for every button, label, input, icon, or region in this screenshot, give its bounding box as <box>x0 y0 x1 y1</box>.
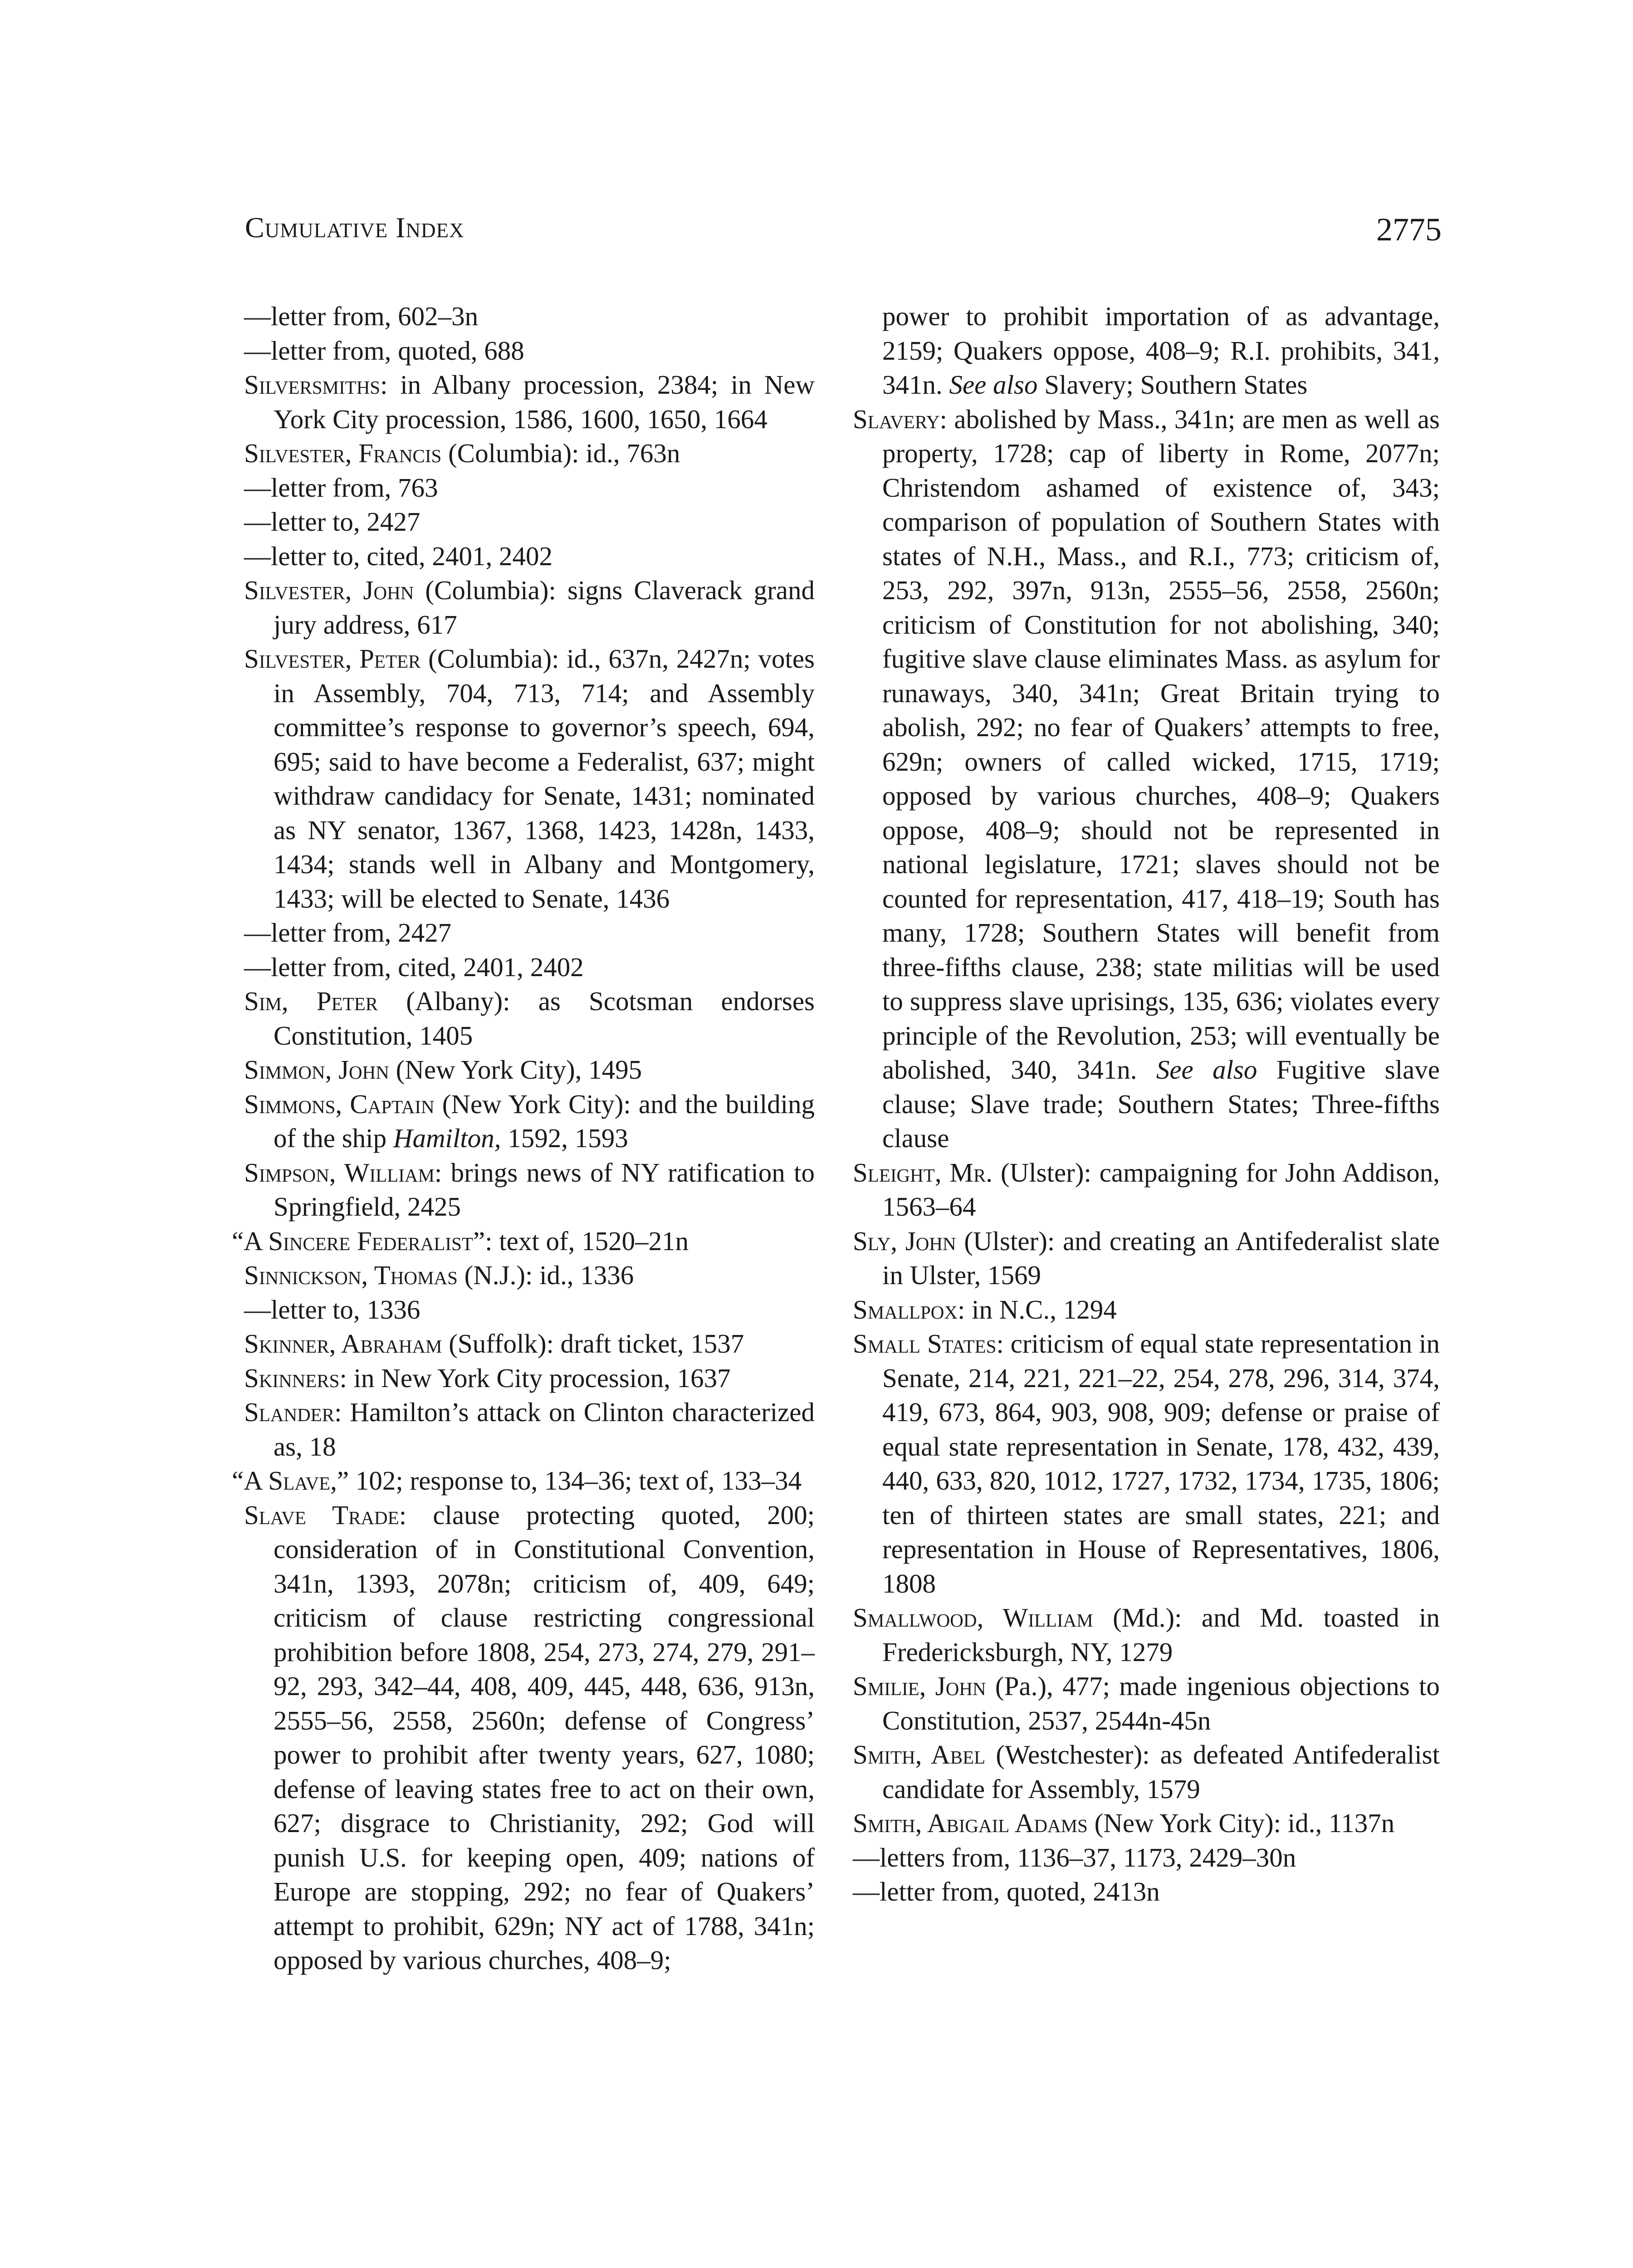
index-entry: Skinner, Abraham (Suffolk): draft ticket, 1537 <box>244 1329 744 1359</box>
index-entry: Simmon, John (New York City), 1495 <box>244 1055 642 1085</box>
entry-headword: Sincere Federalist <box>268 1226 473 1256</box>
entry-headword: Silvester, Peter <box>244 644 421 674</box>
index-entry: —letter to, cited, 2401, 2402 <box>244 541 552 571</box>
entry-headword: Silversmiths <box>244 370 381 400</box>
index-entry: Smith, Abigail Adams (New York City): id., 1137n <box>853 1808 1395 1838</box>
index-entry: Silversmiths: in Albany procession, 2384; in New York City procession, 1586, 1600, 1650, 1664 <box>244 370 815 434</box>
index-entry: Skinners: in New York City procession, 1637 <box>244 1363 731 1393</box>
left-column <box>232 299 815 1978</box>
index-entry: Smith, Abel (Westchester): as defeated Antifederalist candidate for Assembly, 1579 <box>853 1740 1440 1804</box>
index-entry: Sim, Peter (Albany): as Scotsman endorses Constitution, 1405 <box>244 986 815 1051</box>
index-entry: Sly, John (Ulster): and creating an Antifederalist slate in Ulster, 1569 <box>853 1226 1440 1290</box>
entry-headword: Slave <box>268 1466 331 1496</box>
index-entry: Sinnickson, Thomas (N.J.): id., 1336 <box>244 1260 634 1290</box>
index-entry: —letters from, 1136–37, 1173, 2429–30n <box>853 1842 1296 1872</box>
entry-headword: Simpson, William <box>244 1157 435 1188</box>
index-entry: Silvester, John (Columbia): signs Claverack grand jury address, 617 <box>244 575 815 640</box>
index-entry: “A Slave,” 102; response to, 134–36; text of, 133–34 <box>232 1466 802 1496</box>
entry-headword: Simmons, Captain <box>244 1089 435 1119</box>
index-entry: Sleight, Mr. (Ulster): campaigning for John Addison, 1563–64 <box>853 1157 1440 1222</box>
index-entry: —letter from, 2427 <box>244 918 452 948</box>
entry-headword: Sly, John <box>853 1226 956 1256</box>
index-entry: Small States: criticism of equal state representation in Senate, 214, 221, 221–22, 254, 278, 296, 314, 374, 419, 673, 864, 903, 908, 909; defense or praise of equal state representation in Senate, 178, 432, 439, 440, 633, 820, 1012, 1727, 1732, 1734, 1735, 1806; ten of thirteen states are small states, 221; and representation in House of Representatives, 1806, 1808 <box>853 1329 1440 1598</box>
index-entry: Smallpox: in N.C., 1294 <box>853 1294 1117 1325</box>
entry-headword: Skinners <box>244 1363 340 1393</box>
right-column <box>853 299 1440 1909</box>
index-entry: Simpson, William: brings news of NY ratification to Springfield, 2425 <box>244 1157 815 1222</box>
index-entry: Silvester, Peter (Columbia): id., 637n, 2427n; votes in Assembly, 704, 713, 714; and Assembly committee’s response to governor’s speech, 694, 695; said to have become a Federalist, 637; might withdraw candidacy for Senate, 1431; nominated as NY senator, 1367, 1368, 1423, 1428n, 1433, 1434; stands well in Albany and Montgomery, 1433; will be elected to Senate, 1436 <box>244 644 815 914</box>
index-entry: —letter from, cited, 2401, 2402 <box>244 952 584 982</box>
entry-headword: Simmon, John <box>244 1055 389 1085</box>
entry-headword: Skinner, Abraham <box>244 1329 442 1359</box>
index-entry: —letter from, quoted, 2413n <box>853 1877 1160 1906</box>
entry-headword: Slander <box>244 1397 335 1427</box>
index-entry: —letter from, quoted, 688 <box>244 335 524 366</box>
index-entry: Smallwood, William (Md.): and Md. toasted in Fredericksburgh, NY, 1279 <box>853 1603 1440 1667</box>
index-entry-continuation: power to prohibit importation of as advantage, 2159; Quakers oppose, 408–9; R.I. prohibits, 341, 341n. See also Slavery; Southern States <box>882 301 1440 400</box>
index-entry: —letter to, 1336 <box>244 1294 420 1325</box>
entry-headword: Silvester, John <box>244 575 414 605</box>
index-entry: “A Sincere Federalist”: text of, 1520–21n <box>232 1226 689 1256</box>
entry-headword: Smith, Abigail Adams <box>853 1808 1088 1838</box>
entry-headword: Smallwood, William <box>853 1603 1093 1633</box>
running-head: Cumulative Index <box>245 211 464 244</box>
index-entry: Slavery: abolished by Mass., 341n; are men as well as property, 1728; cap of liberty in Rome, 2077n; Christendom ashamed of existence of, 343; comparison of population of Southern States with states of N.H., Mass., and R.I., 773; criticism of, 253, 292, 397n, 913n, 2555–56, 2558, 2560n; criticism of Constitution for not abolishing, 340; fugitive slave clause eliminates Mass. as asylum for runaways, 340, 341n; Great Britain trying to abolish, 292; no fear of Quakers’ attempts to free, 629n; owners of called wicked, 1715, 1719; opposed by various churches, 408–9; Quakers oppose, 408–9; should not be represented in national legislature, 1721; slaves should not be counted for representation, 417, 418–19; South has many, 1728; Southern States will benefit from three-fifths clause, 238; state militias will be used to suppress slave uprisings, 135, 636; violates every principle of the Revolution, 253; will eventually be abolished, 340, 341n. See also Fugitive slave clause; Slave trade; Southern States; Three-fifths clause <box>853 404 1440 1153</box>
entry-headword: Smilie, John <box>853 1671 986 1701</box>
entry-headword: Slave Trade <box>244 1500 399 1530</box>
index-entry: —letter to, 2427 <box>244 507 420 537</box>
index-entry: —letter from, 763 <box>244 472 438 503</box>
entry-headword: Slavery <box>853 404 940 434</box>
index-entry: Smilie, John (Pa.), 477; made ingenious objections to Constitution, 2537, 2544n-45n <box>853 1671 1440 1735</box>
entry-headword: Smallpox <box>853 1294 958 1325</box>
entry-headword: Silvester, Francis <box>244 438 442 468</box>
entry-headword: Sim, Peter <box>244 986 378 1016</box>
index-entry: Silvester, Francis (Columbia): id., 763n <box>244 438 680 468</box>
index-entry: —letter from, 602–3n <box>244 301 479 331</box>
entry-headword: Smith, Abel <box>853 1740 986 1769</box>
entry-headword: Sleight, Mr. <box>853 1157 993 1188</box>
index-entry: Slander: Hamilton’s attack on Clinton characterized as, 18 <box>244 1397 815 1461</box>
page-number: 2775 <box>1376 211 1442 248</box>
entry-headword: Sinnickson, Thomas <box>244 1260 458 1290</box>
index-entry: Simmons, Captain (New York City): and the building of the ship Hamilton, 1592, 1593 <box>244 1089 815 1153</box>
entry-headword: Small States <box>853 1329 997 1359</box>
index-entry: Slave Trade: clause protecting quoted, 200; consideration of in Constitutional Convention, 341n, 1393, 2078n; criticism of, 409, 649; criticism of clause restricting congressional prohibition before 1808, 254, 273, 274, 279, 291–92, 293, 342–44, 408, 409, 445, 448, 636, 913n, 2555–56, 2558, 2560n; defense of Congress’ power to prohibit after twenty years, 627, 1080; defense of leaving states free to act on their own, 627; disgrace to Christianity, 292; God will punish U.S. for keeping open, 409; nations of Europe are stopping, 292; no fear of Quakers’ attempt to prohibit, 629n; NY act of 1788, 341n; opposed by various churches, 408–9; <box>244 1500 815 1975</box>
